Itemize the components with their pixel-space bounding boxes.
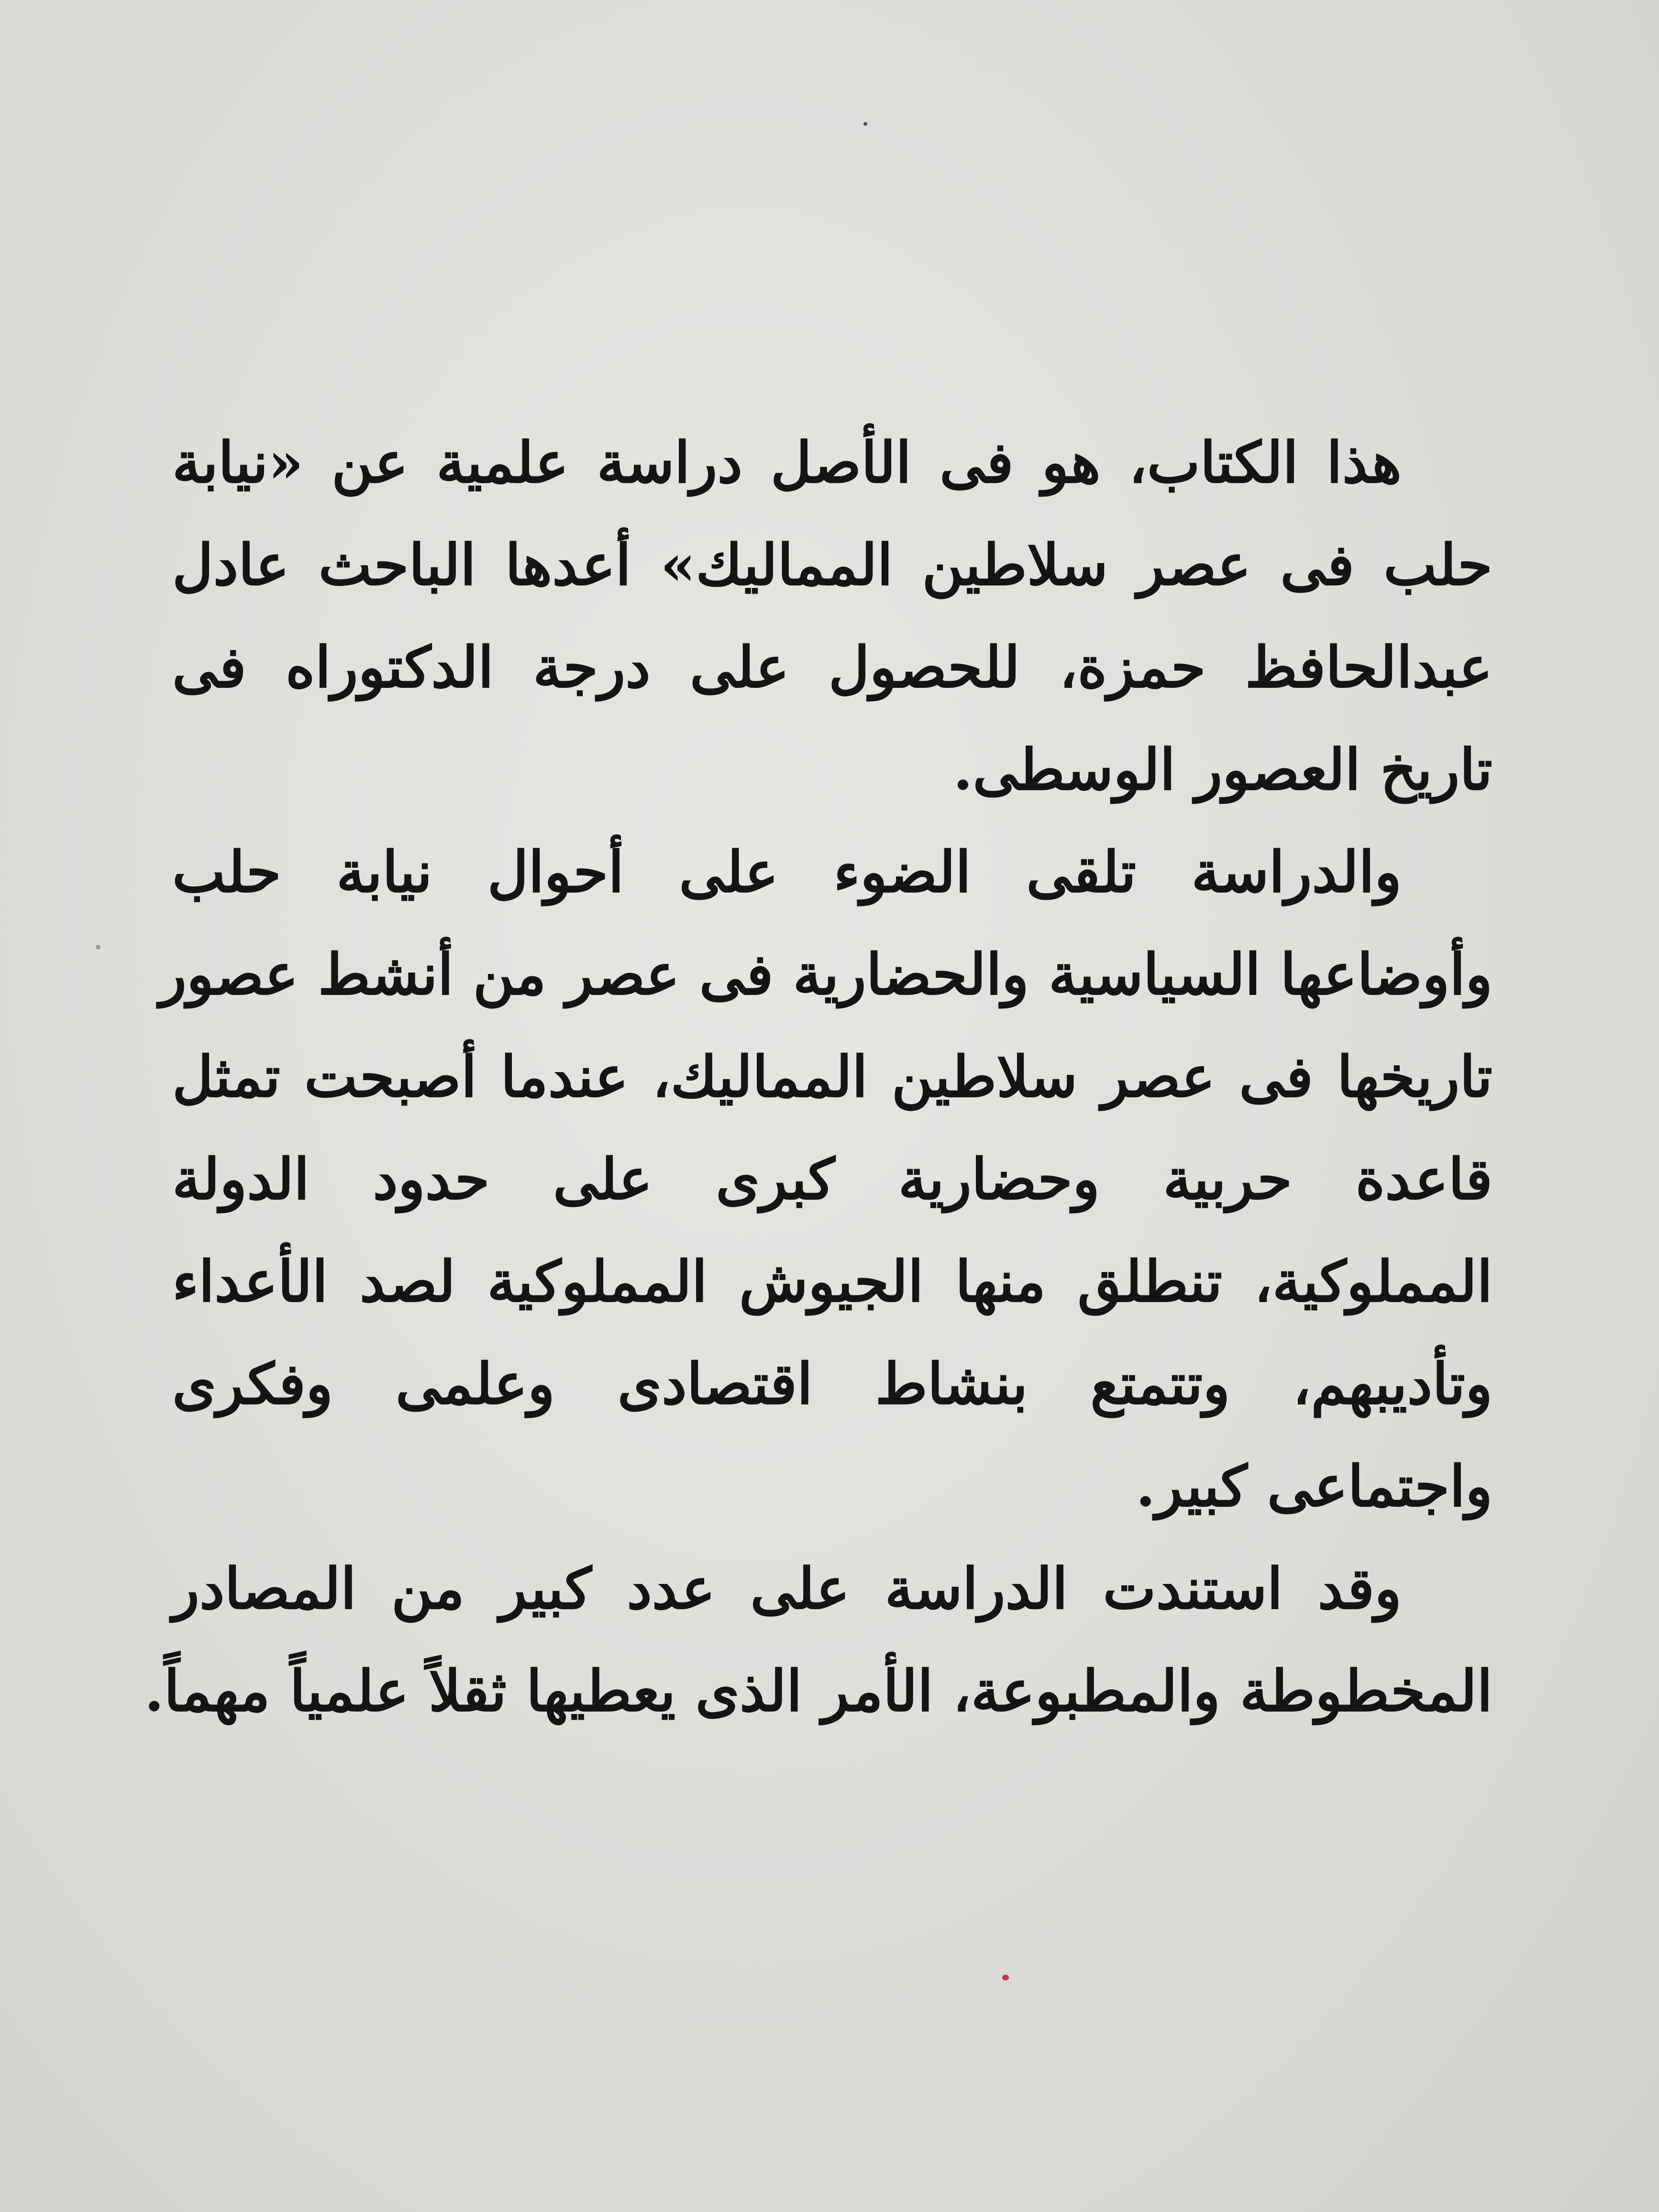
text-line: المخطوطة والمطبوعة، الأمر الذى يعطيها ثقلاً علمياً مهماً. <box>144 1658 1493 1724</box>
ink-speck <box>1002 1975 1009 1980</box>
body-text <box>144 411 1493 1742</box>
text-line: حلب فى عصر سلاطين المماليك» أعدها الباحث عادل <box>172 531 1493 598</box>
text-line: وقد استندت الدراسة على عدد كبير من المصادر <box>172 1555 1402 1622</box>
text-line: وتأديبهم، وتتمتع بنشاط اقتصادى وعلمى وفكرى <box>172 1350 1493 1417</box>
paragraph-1 <box>172 411 1493 821</box>
text-line: قاعدة حربية وحضارية كبرى على حدود الدولة <box>172 1146 1493 1212</box>
dust-speck <box>863 122 867 126</box>
dust-speck <box>96 945 100 950</box>
paragraph-3 <box>144 1537 1493 1742</box>
text-line: تاريخ العصور الوسطى. <box>953 736 1493 803</box>
text-line: هذا الكتاب، هو فى الأصل دراسة علمية عن «نيابة <box>172 429 1402 496</box>
text-line: عبدالحافظ حمزة، للحصول على درجة الدكتوراه فى <box>172 634 1493 700</box>
text-line: المملوكية، تنطلق منها الجيوش المملوكية لصد الأعداء <box>172 1248 1493 1315</box>
text-line: واجتماعى كبير. <box>1136 1453 1493 1519</box>
text-line: تاريخها فى عصر سلاطين المماليك، عندما أصبحت تمثل <box>172 1043 1493 1110</box>
paragraph-2 <box>159 821 1493 1537</box>
text-line: وأوضاعها السياسية والحضارية فى عصر من أنشط عصور <box>159 941 1493 1007</box>
text-line: والدراسة تلقى الضوء على أحوال نيابة حلب <box>172 839 1402 905</box>
